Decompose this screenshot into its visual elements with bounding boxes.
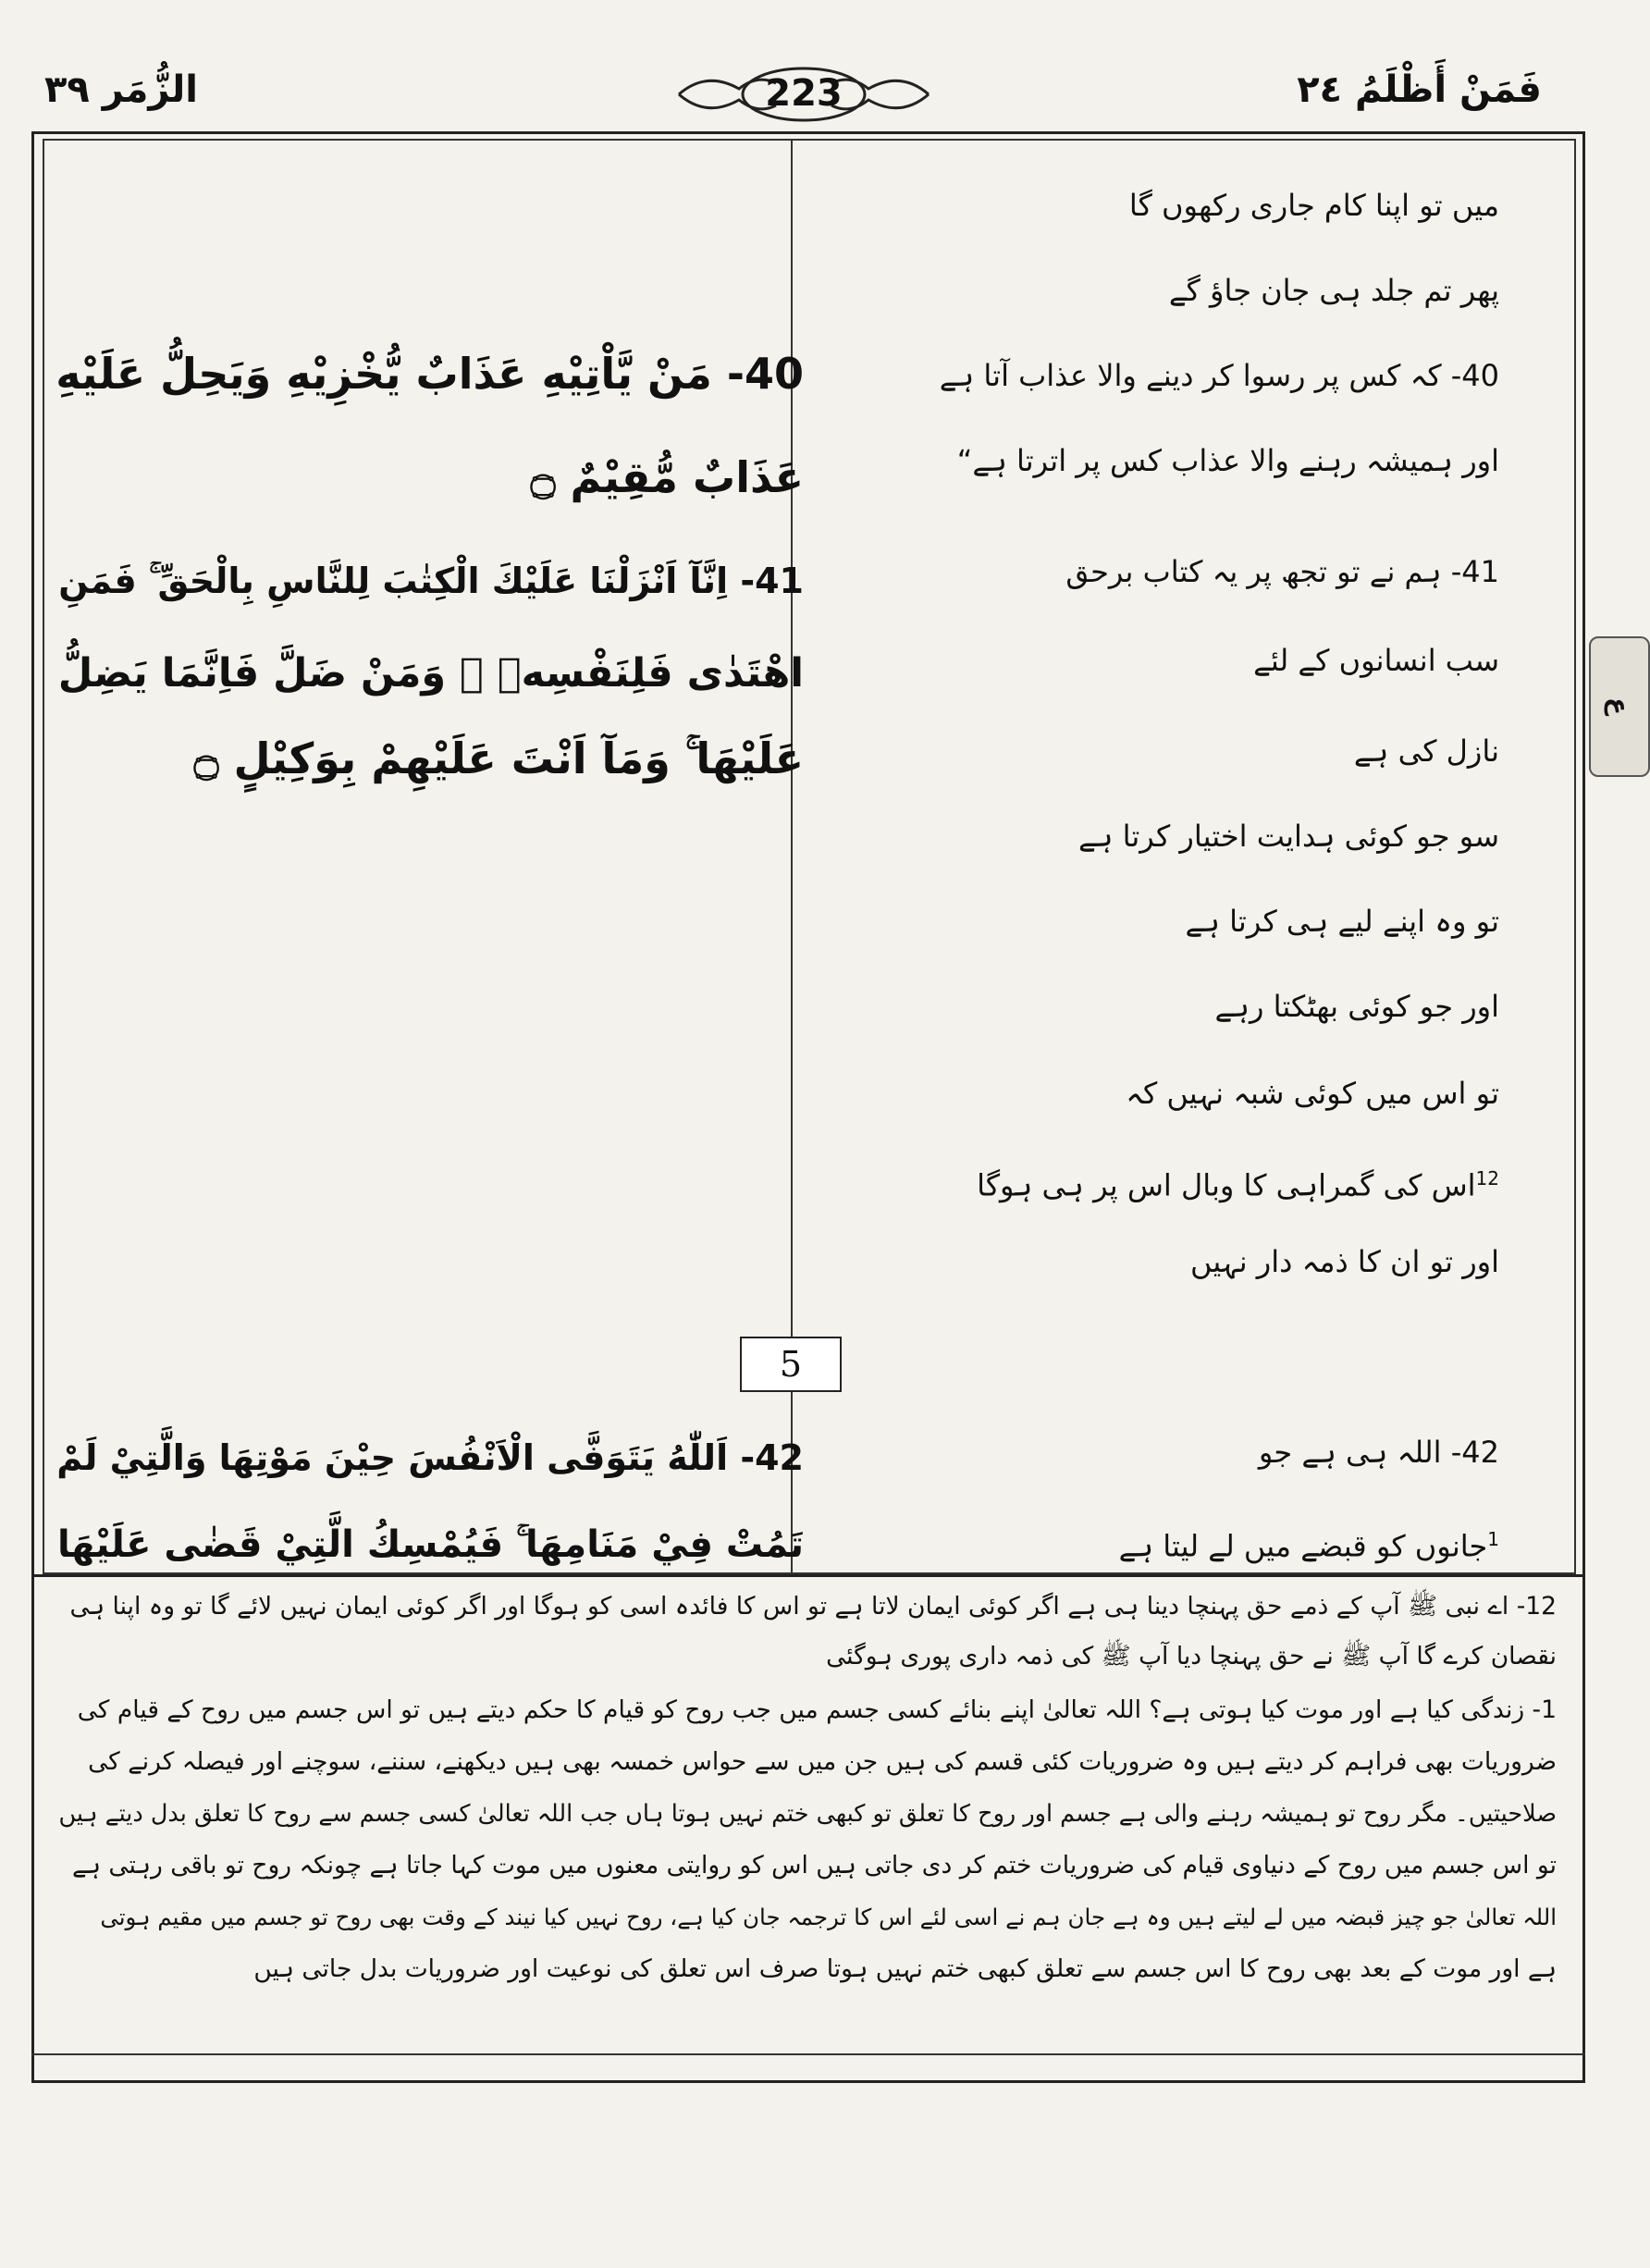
arabic-verse-line: اهْتَدٰى فَلِنَفْسِهٖ ۚ وَمَنْ ضَلَّ فَاِنَّمَا يَضِلُّ	[57, 650, 804, 696]
urdu-translation-line: 41- ہم نے تو تجھ پر یہ کتاب برحق	[1065, 554, 1499, 589]
arabic-verse-line: 42- اَللّٰهُ يَتَوَفَّى الْاَنْفُسَ حِيْنَ مَوْتِهَا وَالَّتِيْ لَمْ	[56, 1437, 804, 1478]
urdu-translation-text: جانوں کو قبضے میں لے لیتا ہے	[1118, 1528, 1488, 1564]
urdu-translation-line: اور جو کوئی بھٹکتا رہے	[1214, 989, 1499, 1024]
page-number: 223	[765, 72, 843, 115]
footnote-line: نقصان کرے گا آپ ﷺ نے حق پہنچا دیا آپ ﷺ کی ذمہ داری پوری ہوگئی	[826, 1642, 1557, 1670]
urdu-translation-line: 40- کہ کس پر رسوا کر دینے والا عذاب آتا ہے	[939, 358, 1499, 393]
footnote-line: اللہ تعالیٰ جو چیز قبضہ میں لے لیتے ہیں وہ ہے جان ہم نے اسی لئے اس کا ترجمہ جان کیا ہے، روح نہیں کیا نیند کے وقت بھی روح تو جسم میں مقیم ہوتی	[100, 1904, 1557, 1930]
footnote-line: ضروریات بھی فراہم کر دیتے ہیں وہ ضروریات کئی قسم کی ہیں جن میں سے حواس خمسہ بھی ہیں دیکھنے، سننے، سوچنے اور فیصلہ کرنے کی	[88, 1747, 1557, 1776]
urdu-translation-line: نازل کی ہے	[1353, 733, 1499, 769]
arabic-verse-line: عَلَيْهَا ۚ وَمَآ اَنْتَ عَلَيْهِمْ بِوَكِيْلٍ ۝	[193, 733, 804, 783]
surah-name-title: الزُّمَر ٣٩	[44, 68, 199, 111]
urdu-translation-line: تو اس میں کوئی شبہ نہیں کہ	[1126, 1076, 1499, 1111]
urdu-translation-text: اس کی گمراہی کا وبال اس پر ہی ہوگا	[977, 1167, 1476, 1203]
urdu-translation-line	[852, 1519, 1499, 1567]
arabic-verse-line: تَمُتْ فِيْ مَنَامِهَا ۚ فَيُمْسِكُ الَّتِيْ قَضٰى عَلَيْهَا	[57, 1523, 804, 1566]
surah-part-title: فَمَنْ أَظْلَمُ ٢٤	[1297, 68, 1542, 111]
section-number-box: 5	[740, 1337, 842, 1392]
ruku-marker: ع	[1589, 636, 1650, 777]
footnote-line: 1- زندگی کیا ہے اور موت کیا ہوتی ہے؟ اللہ تعالیٰ اپنے بنائے کسی جسم میں جب روح کو قیام کا حکم دیتے ہیں تو اس جسم میں روح کے قیام کی	[77, 1695, 1557, 1724]
footnote-line: ہے اور موت کے بعد بھی روح کا اس جسم سے تعلق کبھی ختم نہیں ہوتا صرف اس تعلق کی نوعیت اور ضروریات بدل جاتی ہیں	[253, 1954, 1557, 1983]
urdu-translation-line: 42- اللہ ہی ہے جو	[1258, 1435, 1499, 1470]
footnote-ref: 12	[1475, 1167, 1499, 1189]
urdu-translation-line: سو جو کوئی ہدایت اختیار کرتا ہے	[1077, 819, 1499, 854]
arabic-verse-line: 40- مَنْ يَّاْتِيْهِ عَذَابٌ يُّخْزِيْهِ وَيَحِلُّ عَلَيْهِ	[55, 349, 804, 399]
footnote-line: 12- اے نبی ﷺ آپ کے ذمے حق پہنچا دینا ہی ہے اگر کوئی ایمان لاتا ہے تو اس کا فائدہ اسی کو ہوگا اور اگر کوئی ایمان نہیں لائے گا تو وہ اپنا ہی	[69, 1592, 1557, 1621]
urdu-translation-line	[852, 1158, 1499, 1206]
urdu-translation-line: اور ہمیشہ رہنے والا عذاب کس پر اترتا ہے“	[956, 443, 1499, 478]
footnote-line: تو اس جسم میں روح کے دنیاوی قیام کی ضروریات ختم کر دی جاتی ہیں اس کو روایتی معنوں میں موت کہا جاتا ہے چونکہ روح تو باقی رہتی ہے	[71, 1851, 1557, 1880]
footnote-ref: 1	[1487, 1528, 1499, 1550]
bottom-rule	[31, 2053, 1585, 2055]
arabic-verse-line: 41- اِنَّآ اَنْزَلْنَا عَلَيْكَ الْكِتٰبَ لِلنَّاسِ بِالْحَقِّ ۚ فَمَنِ	[58, 561, 804, 601]
footnote-line: صلاحیتیں۔ مگر روح تو ہمیشہ رہنے والی ہے جسم اور روح کا تعلق تو کبھی ختم نہیں ہوتا ہاں جب اللہ تعالیٰ کسی جسم سے روح کا تعلق بدل دیتے ہیں	[58, 1800, 1557, 1828]
urdu-translation-line: اور تو ان کا ذمہ دار نہیں	[1189, 1244, 1499, 1279]
urdu-translation-line: سب انسانوں کے لئے	[1253, 643, 1499, 678]
arabic-verse-line: عَذَابٌ مُّقِيْمٌ ۝	[530, 452, 804, 502]
urdu-translation-line: تو وہ اپنے لیے ہی کرتا ہے	[1185, 904, 1499, 939]
footnote-divider	[31, 1574, 1585, 1577]
urdu-translation-line: پھر تم جلد ہی جان جاؤ گے	[1168, 273, 1499, 308]
urdu-translation-line: میں تو اپنا کام جاری رکھوں گا	[1128, 188, 1499, 223]
